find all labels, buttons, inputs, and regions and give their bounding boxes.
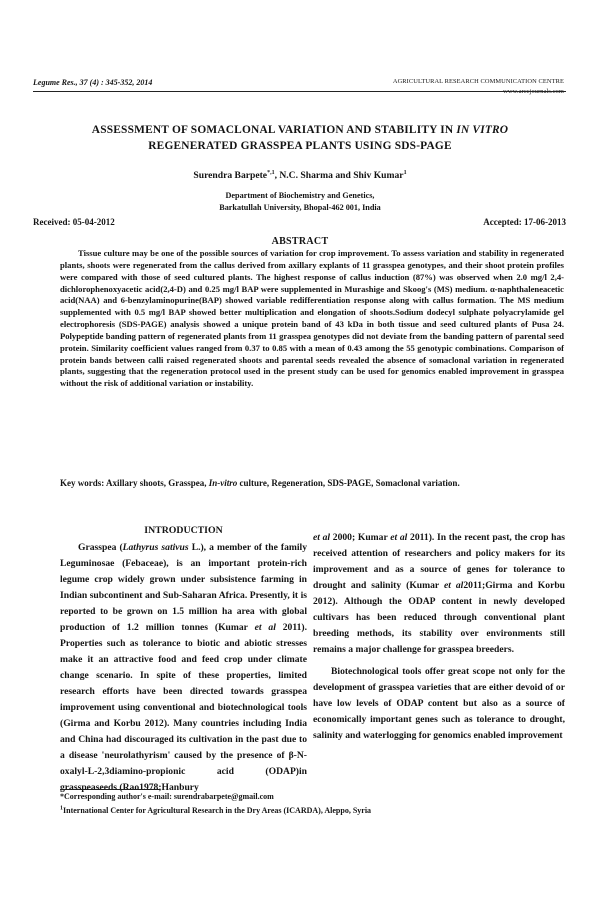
publisher-info	[393, 77, 564, 97]
title-italic: IN VITRO	[456, 124, 509, 136]
intro-text: Grasspea (	[78, 542, 123, 553]
keywords-italic: In-vitro	[208, 478, 238, 488]
introduction-heading: INTRODUCTION	[144, 525, 223, 536]
author-1-mark: *,1	[267, 169, 275, 176]
keywords-label: Key words:	[60, 478, 105, 488]
et-al: et al	[443, 580, 464, 591]
intro-text: L.), a member of the family Leguminosae (Febaceae), is an important protein-rich legume crop widely grown under subsistence farming in Indian subcontinent and Sub-Saharan Africa. Presently, it is reported to be grown on 1.5 million ha area with global production of 1.2 million tonnes (Kumar	[60, 542, 308, 633]
icarda-footnote	[60, 806, 371, 815]
footnote-mark: 1	[60, 805, 63, 812]
keywords	[60, 477, 564, 490]
author-1: Surendra Barpete	[193, 170, 268, 181]
author-others-mark: 1	[403, 169, 407, 176]
corresponding-author-footnote: *Corresponding author's e-mail: surendrabarpete@gmail.com	[60, 792, 274, 801]
publisher-name: AGRICULTURAL RESEARCH COMMUNICATION CENTRE	[392, 78, 564, 85]
received-date: Received: 05-04-2012	[33, 217, 115, 227]
intro-text: 2000; Kumar	[330, 532, 391, 543]
author-list	[40, 170, 560, 181]
title-line1: ASSESSMENT OF SOMACLONAL VARIATION AND STABILITY IN	[91, 124, 457, 136]
journal-citation: Legume Res., 37 (4) : 345-352, 2014	[33, 78, 153, 87]
intro-text: 2011). In the recent past, the crop has received attention of researchers and policy makers for its improvement and as a source of genes for tolerance to drought and salinity (Kumar	[313, 532, 566, 591]
paper-title	[40, 122, 560, 154]
header-divider	[33, 91, 566, 92]
keywords-part2: culture, Regeneration, SDS-PAGE, Somaclonal variation.	[237, 478, 460, 488]
species-name: Lathyrus sativus	[122, 542, 189, 553]
abstract-text: Tissue culture may be one of the possible sources of variation for crop improvement. To assess variation and stability in regenerated plants, shoots were regenerated from the callus derived from axillary explants of 11 grasspea genotypes, and their shoot protein profiles were compared with those of seed cultured plants. The highest response of callus induction (87%) was observed when 2.0 mg/l 2,4-dichlorophenoxyacetic acid(2,4-D) and 0.25 mg/l BAP were supplemented in Murashige and Skoog's (MS) medium. α-naphthaleneacetic acid(NAA) and 6-benzylaminopurine(BAP) showed variable redifferentiation response along with callus formation. The MS medium supplemented with 0.5 mg/l BAP showed better multiplication and elongation of shoots.Sodium dodecyl sulphate polyacrylamide gel electrophoresis (SDS-PAGE) analysis showed a unique protein band of 43 kDa in both tissue and seed cultured plants of Pusa 24. Polypeptide banding pattern of regenerated plants from 11 grasspea genotypes did not deviate from the banding pattern of parental seed protein. Similarity coefficient values ranged from 0.37 to 0.85 with a mean of 0.43 among the 55 genotypic combinations. Comparison of protein bands between calli raised regenerated shoots and parental seeds revealed the absence of somaclonal variation in regenerated plants, suggesting that the regeneration protocol used in the present study can be used for genomics enabled improvement in grasspea without the risk of additional variation or instability.	[60, 248, 564, 389]
intro-paragraph-2: Biotechnological tools offer great scope not only for the development of grasspea varieties that are either devoid of or have low levels of ODAP content but also as a source of economically important genes such as tolerance to drought, salinity and waterlogging for genomics enabled improvement	[313, 666, 565, 741]
title-line2: REGENERATED GRASSPEA PLANTS USING SDS-PAGE	[148, 140, 452, 152]
footnote-divider	[60, 789, 160, 790]
intro-paragraph-1-cont	[313, 530, 565, 658]
journal-website[interactable]: www.arccjournals.com	[503, 88, 564, 95]
icarda-text: International Center for Agricultural Research in the Dry Areas (ICARDA), Aleppo, Syria	[63, 806, 372, 815]
accepted-date: Accepted: 17-06-2013	[483, 217, 566, 227]
intro-text: 2011;Girma and Korbu 2012). Although the ODAP content in newly developed cultivars has been reduced through conventional plant breeding methods, its stability over environments still remains a major challenge for grasspea breeders.	[313, 580, 565, 655]
affiliation	[40, 190, 560, 214]
intro-column-right	[313, 530, 565, 744]
et-al: et al	[254, 622, 276, 633]
abstract-heading: ABSTRACT	[271, 236, 329, 247]
intro-column-left	[60, 521, 307, 796]
affiliation-university: Barkatullah University, Bhopal-462 001, India	[219, 203, 381, 212]
intro-text: 2011). Properties such as tolerance to biotic and abiotic stresses make it an attractive food and feed crop under climate change scenario. In spite of these properties, limited research efforts have been directed towards grasspea improvement using conventional and biotechnological tools (Girma and Korbu 2012). Many countries including India and China had discouraged its cultivation in the past due to a disease 'neurolathyrism' caused by the presence of β-N-oxalyl-L-2,3diamino-propionic acid (ODAP)in grasspeaseeds (Rao1978;Hanbury	[60, 622, 307, 793]
intro-paragraph-1	[60, 540, 307, 796]
author-others: , N.C. Sharma and Shiv Kumar	[274, 170, 404, 181]
et-al: et al	[390, 532, 408, 543]
keywords-part1: Axillary shoots, Grasspea,	[104, 478, 209, 488]
et-al: et al	[313, 532, 331, 543]
affiliation-department: Department of Biochemistry and Genetics,	[225, 191, 375, 200]
